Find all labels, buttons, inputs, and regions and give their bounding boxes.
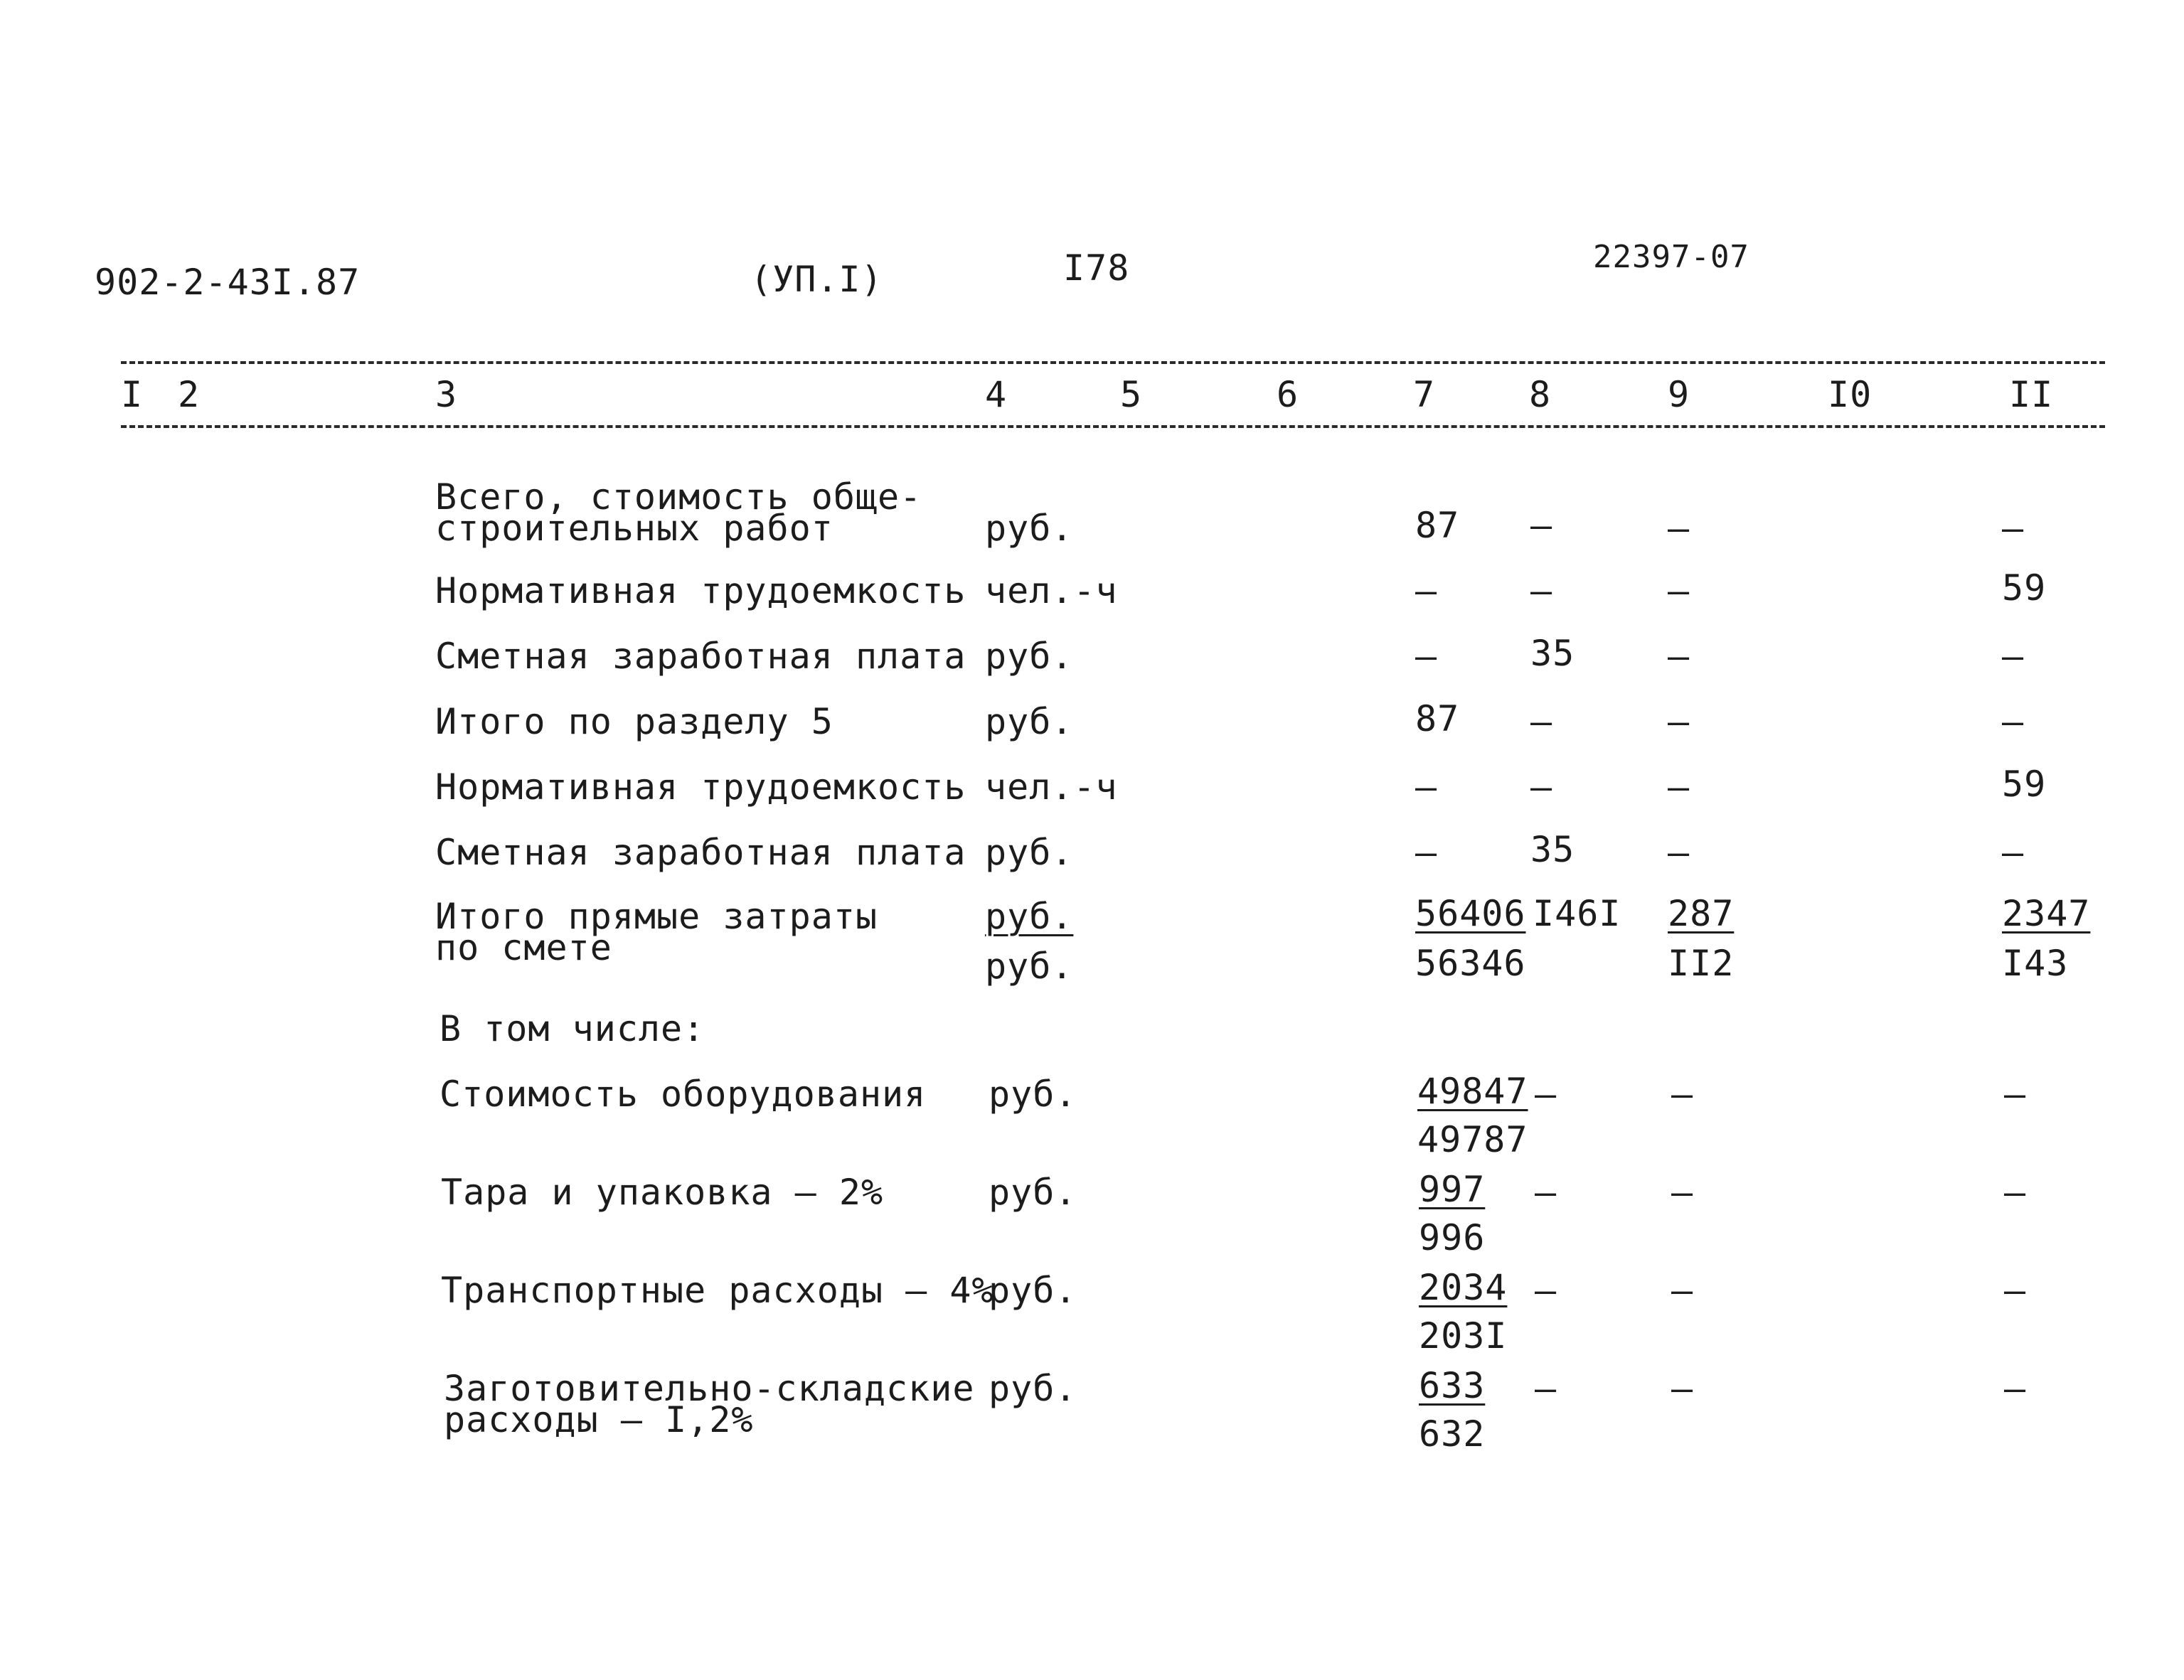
header-rule-bottom (121, 425, 2105, 428)
col7-value: – (1415, 636, 1438, 677)
col11-value: 59 (2002, 764, 2047, 805)
document-code: 902-2-43I.87 (95, 262, 361, 303)
row-label: Нормативная трудоемкость (435, 570, 966, 611)
col-header-11: II (2009, 374, 2054, 415)
col9-value: – (1668, 766, 1690, 808)
col7-value: 87 (1415, 505, 1460, 546)
col7-value: – (1415, 766, 1438, 808)
row-unit: чел.-ч (985, 766, 1118, 808)
col11-value: – (2004, 1172, 2027, 1213)
col9-value: – (1671, 1074, 1694, 1115)
col7-value-second: 56346 (1415, 943, 1526, 984)
col11-value: – (2002, 508, 2025, 549)
col7-value: – (1415, 832, 1438, 873)
row-label: Итого по разделу 5 (435, 701, 833, 742)
row-label: Транспортные расходы – 4% (441, 1270, 994, 1311)
header-rule-top (121, 361, 2105, 364)
row-unit: руб. (989, 1368, 1077, 1409)
col11-value: – (2004, 1368, 2027, 1409)
col7-value-second: 203I (1419, 1315, 1508, 1357)
col7-value: 2034 (1419, 1267, 1508, 1308)
row-label: Нормативная трудоемкость (435, 766, 966, 808)
col9-value-second: II2 (1668, 943, 1735, 984)
col7-value: 997 (1419, 1169, 1486, 1210)
row-label: Итого прямые затраты (435, 896, 878, 937)
col9-value: – (1668, 701, 1690, 742)
col9-value: – (1671, 1270, 1694, 1311)
row-unit: руб. (985, 508, 1074, 549)
row-unit: руб. (989, 1270, 1077, 1311)
row-unit: руб. (985, 701, 1074, 742)
row-unit: руб. (985, 636, 1074, 677)
col8-value: – (1535, 1074, 1557, 1115)
row-unit: руб. (985, 832, 1074, 873)
page-number: I78 (1063, 247, 1130, 289)
row-label-continued: по смете (435, 927, 612, 968)
row-label: В том числе: (440, 1008, 705, 1049)
inventory-number: 22397-07 (1593, 239, 1749, 275)
col-header-9: 9 (1668, 374, 1690, 415)
col9-value: – (1668, 832, 1690, 873)
row-unit: руб. (989, 1074, 1077, 1115)
row-label-continued: строительных работ (435, 508, 833, 549)
col11-value: – (2002, 832, 2025, 873)
col-header-5: 5 (1120, 374, 1143, 415)
col9-value: – (1668, 636, 1690, 677)
col8-value: – (1535, 1270, 1557, 1311)
row-label: Всего, стоимость обще- (435, 476, 922, 518)
col-header-1: I (121, 374, 144, 415)
col8-value: 35 (1530, 633, 1575, 674)
row-label-continued: расходы – I,2% (444, 1399, 754, 1440)
col8-value: I46I (1533, 893, 1621, 934)
col7-value-second: 996 (1419, 1217, 1486, 1258)
col-header-10: I0 (1828, 374, 1873, 415)
col8-value: – (1530, 766, 1553, 808)
col8-value: – (1535, 1172, 1557, 1213)
col-header-4: 4 (985, 374, 1008, 415)
col11-value: – (2004, 1074, 2027, 1115)
col8-value: – (1530, 570, 1553, 611)
row-label: Заготовительно-складские (444, 1368, 975, 1409)
col8-value: 35 (1530, 829, 1575, 870)
col7-value-second: 632 (1419, 1413, 1486, 1455)
row-label: Стоимость оборудования (440, 1074, 927, 1115)
col11-value: – (2004, 1270, 2027, 1311)
col7-value: 87 (1415, 698, 1460, 739)
col11-value: 2347 (2002, 893, 2091, 934)
col11-value: – (2002, 636, 2025, 677)
row-label: Сметная заработная плата (435, 636, 966, 677)
col9-value: – (1668, 570, 1690, 611)
col11-value-second: I43 (2002, 943, 2069, 984)
col7-value: – (1415, 570, 1438, 611)
col9-value: – (1668, 508, 1690, 549)
col7-value-second: 49787 (1417, 1119, 1528, 1160)
col-header-7: 7 (1413, 374, 1436, 415)
col11-value: 59 (2002, 567, 2047, 609)
col9-value: – (1671, 1368, 1694, 1409)
row-label: Сметная заработная плата (435, 832, 966, 873)
row-unit: чел.-ч (985, 570, 1118, 611)
col-header-2: 2 (178, 374, 201, 415)
row-unit: руб. (989, 1172, 1077, 1213)
col-header-8: 8 (1529, 374, 1552, 415)
col9-value: – (1671, 1172, 1694, 1213)
row-unit: руб. (985, 896, 1074, 937)
col-header-6: 6 (1277, 374, 1299, 415)
col7-value: 633 (1419, 1365, 1486, 1406)
col11-value: – (2002, 701, 2025, 742)
col8-value: – (1535, 1368, 1557, 1409)
col9-value: 287 (1668, 893, 1735, 934)
row-unit-second: руб. (985, 946, 1074, 987)
col8-value: – (1530, 505, 1553, 546)
volume-label: (УП.I) (750, 259, 883, 300)
col8-value: – (1530, 701, 1553, 742)
col7-value: 49847 (1417, 1071, 1528, 1112)
col-header-3: 3 (435, 374, 458, 415)
row-label: Тара и упаковка – 2% (441, 1172, 884, 1213)
col7-value: 56406 (1415, 893, 1526, 934)
